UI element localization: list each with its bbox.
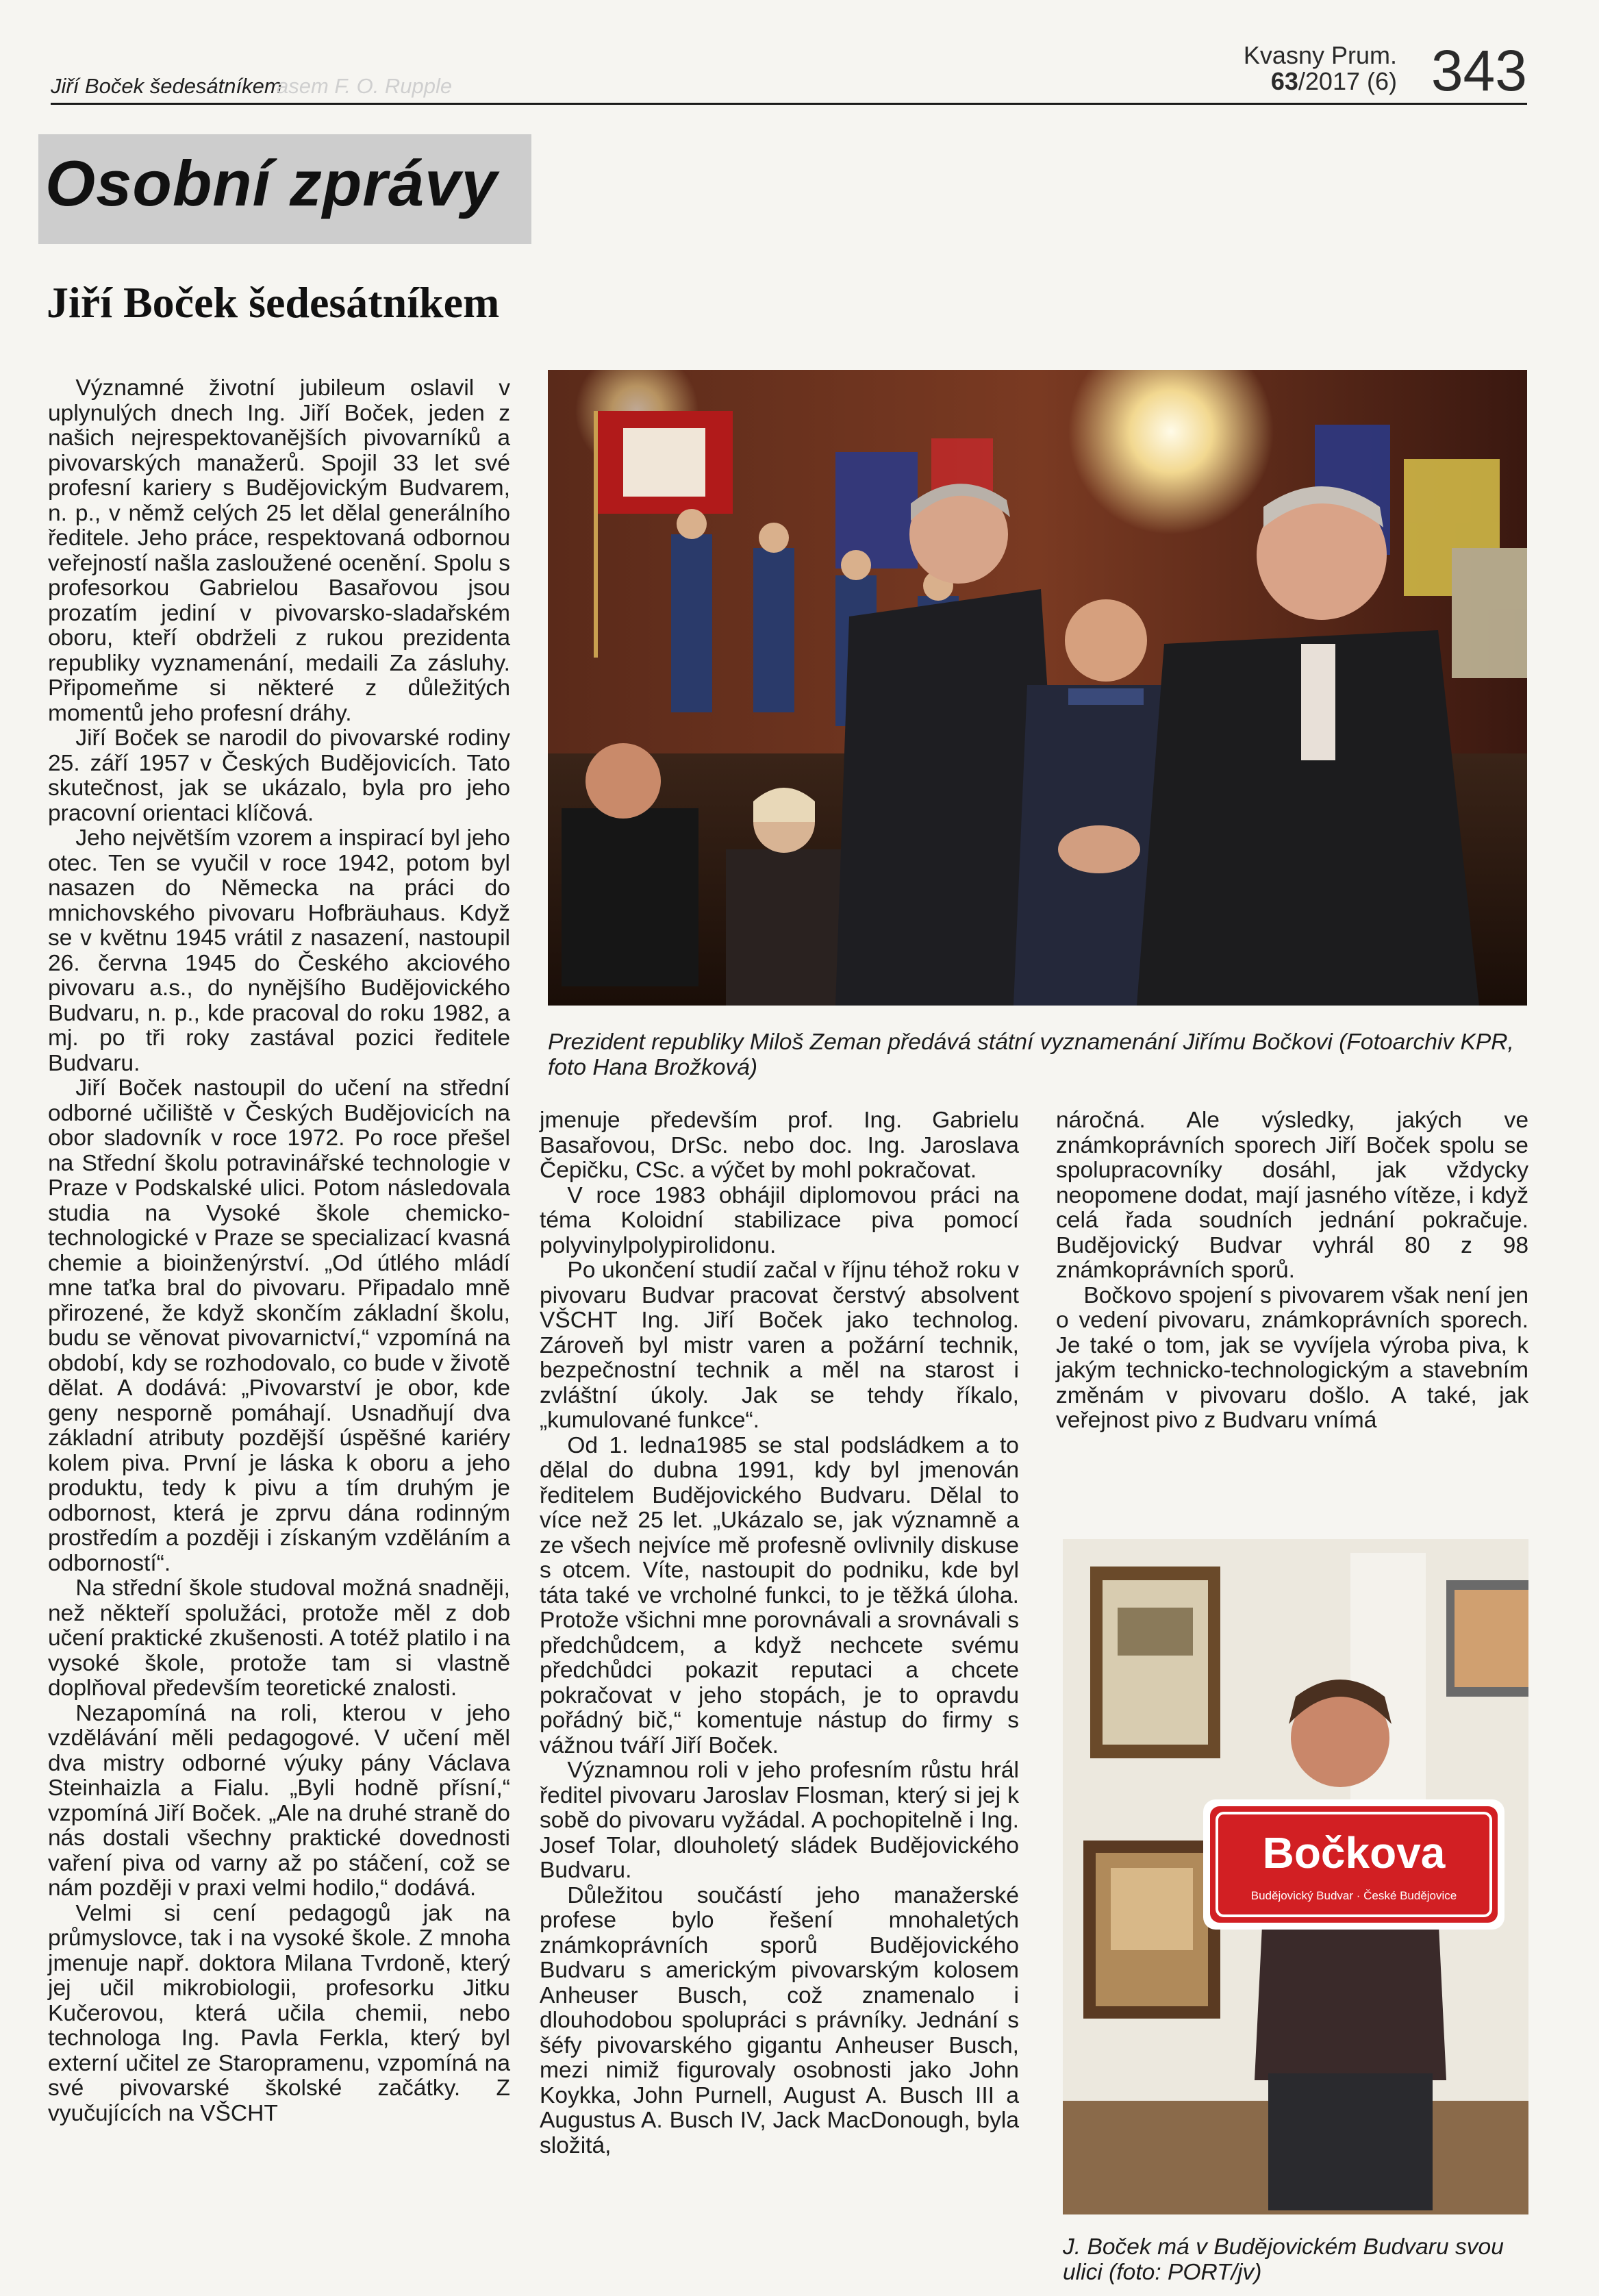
header-rule [51, 103, 1527, 105]
section-banner [38, 134, 531, 244]
journal-name: Kvasny Prum. [1243, 41, 1397, 69]
running-header [51, 38, 1527, 103]
paragraph: Jiří Boček se narodil do pivovarské rodiny 25. září 1957 v Českých Budějovicích. Tato skutečnost, jak se ukázalo, byla pro jeho pracovní orientaci klíčová. [48, 725, 510, 826]
paragraph: Jiří Boček nastoupil do učení na střední odborné učiliště v Českých Budějovicích na obor sladovník v roce 1972. Po roce přešel na Střední školu potravinářské technologie v Praze v Podskalské ulici. Potom následovala studia na Vysoké škole chemicko-technologické v Praze se specializací kvasná chemie a bioinženýrství. „Od útlého mládí mne taťka bral do pivovaru. Připadalo mně přirozené, že když skončím základní školu, budu se věnovat pivovarnictví,“ vzpomíná na období, kdy se rozhodovalo, co bude v životě dělat. A dodává: „Pivovarství je obor, kde geny nesporně pomáhají. Usnadňují dva základní atributy pozdější úspěšné kariéry kolem piva. První je láska k oboru a jeho produktu, tedy k pivu a tím druhým je odbornost, která je zprvu dána rodinným prostředím a později i získaným vzděláním a odborností“. [48, 1075, 510, 1576]
paragraph: Na střední škole studoval možná snadněji, než někteří spolužáci, protože měl z dob učení praktické zkušenosti. A totéž platilo i na vysoké škole, protože tam si vlastně doplňoval především teoretické znalosti. [48, 1575, 510, 1701]
article-title: Jiří Boček šedesátníkem [47, 278, 500, 327]
paragraph: Po ukončení studií začal v říjnu téhož roku v pivovaru Budvar pracovat čerstvý absolvent VŠCHT Ing. Jiří Boček jako technolog. Zároveň byl mistr varen a požární technik, bezpečnostní technik a měl na starost i zvláštní úkoly. Jak se tehdy říkalo, „kumulované funkce“. [540, 1258, 1019, 1433]
column-2 [540, 1108, 1019, 2158]
paragraph: Od 1. ledna1985 se stal podsládkem a to dělal do dubna 1991, kdy byl jmenován ředitelem Budějovického Budvaru. Dělal to více než 25 let. „Ukázalo se, jak významně a ze všech nejvíce mě profesně ovlivnily diskuse s otcem. Víte, nastoupit do podniku, kde byl táta také ve vrcholné funkci, to je těžká úloha. Protože všichni mne porovnávali a srovnávali s předchůdcem, a když nechcete svému předchůdci pokazit reputaci a chcete pokračovat v jeho stopách, je to opravdu pořádný bič,“ komentuje nástup do firmy s vážnou tváří Jiří Boček. [540, 1432, 1019, 1758]
paragraph: Důležitou součástí jeho manažerské profese bylo řešení mnohaletých známkoprávních sporů Budějovického Budvaru s americkým pivovarským kolosem Anheuser Busch, což znamenalo i dlouhodobou spolupráci s právníky. Jednání s šéfy pivovarského gigantu Anheuser Busch, mezi nimiž figurovaly osobnosti jako John Koykka, John Purnell, August A. Busch III a Augustus A. Busch IV, Jack MacDonough, byla složitá, [540, 1882, 1019, 2158]
paragraph: Nezapomíná na roli, kterou v jeho vzdělávání měli pedagogové. V učení měl dva mistry odborné výuky pány Václava Steinhaizla a Fialu. „Byli hodně přísní,“ vzpomíná Jiří Boček. „Ale na druhé straně do nás dostali všechny praktické dovednosti vaření piva od varny až po stáčení, což se nám později v praxi velmi hodilo,“ dodává. [48, 1700, 510, 1901]
paragraph: V roce 1983 obhájil diplomovou práci na téma Koloidní stabilizace piva pomocí polyvinylpolypirolidonu. [540, 1182, 1019, 1258]
column-1 [48, 376, 510, 2126]
paragraph: jmenuje především prof. Ing. Gabrielu Basařovou, DrSc. nebo doc. Ing. Jaroslava Čepičku, CSc. a výčet by mohl pokračovat. [540, 1108, 1019, 1183]
ceremony-photo [548, 370, 1527, 1006]
paragraph: Významné životní jubileum oslavil v uplynulých dnech Ing. Jiří Boček, jeden z našich nejrespektovanějších pivovarníků a pivovarských manažerů. Spojil 33 let své profesní kariery s Budějovickým Budvarem, n. p., v němž celých 25 let dělal generálního ředitele. Jeho práce, respektovaná odbornou veřejností našla zasloužené ocenění. Spolu s profesorkou Gabrielou Basařovou jsou prozatím jediní v pivovarsko-sladařském oboru, kteří obdrželi z rukou prezidenta republiky vyznamenání, medaili Za zásluhy. Připomeňme si některé z důležitých momentů jeho profesní dráhy. [48, 375, 510, 726]
paragraph: Jeho největším vzorem a inspirací byl jeho otec. Ten se vyučil v roce 1942, potom byl nasazen do Německa na práci do mnichovského pivovaru Hofbräuhaus. Když se v květnu 1945 vrátil z nasazení, nastoupil 26. června 1945 do Českého akciového pivovaru a.s., do nynějšího Budějovického Budvaru, n. p., kde pracoval do roku 1982, a mj. po tři roky zastával pozici ředitele Budvaru. [48, 825, 510, 1076]
paragraph: náročná. Ale výsledky, jakých ve známkoprávních sporech Jiří Boček spolu se spolupracovníky dosáhl, jak vždycky neopomene dodat, mají jasného vítěze, i když celá řada soudních jednání pokračuje. Budějovický Budvar vyhrál 80 z 98 známkoprávních sporů. [1056, 1108, 1528, 1283]
street-sign-photo [1063, 1539, 1528, 2214]
photo-caption-ceremony: Prezident republiky Miloš Zeman předává státní vyznamenání Jiřímu Bočkovi (Fotoarchiv KPR, foto Hana Brožková) [548, 1030, 1514, 1080]
journal-issue [1244, 68, 1397, 95]
photo-caption-street-sign: J. Boček má v Budějovickém Budvaru svou ulici (foto: PORT/jv) [1063, 2234, 1504, 2285]
show-through-text: asem F. O. Rupple [277, 74, 453, 98]
journal-reference [1244, 42, 1397, 95]
journal-year-issue: /2017 (6) [1298, 67, 1397, 95]
paragraph: Velmi si cení pedagogů jak na průmyslovce, tak i na vysoké škole. Z mnoha jmenuje např. doktora Milana Tvrdoně, který jej učil mikrobiologii, profesorku Jitku Kučerovou, která učila chemii, nebo technologa Ing. Pavla Ferkla, který byl externí učitel ze Staropramenu, vzpomíná na své pivovarské školské začátky. Z vyučujících na VŠCHT [48, 1900, 510, 2126]
column-3 [1056, 1108, 1528, 1434]
sign-subtitle: Budějovický Budvar · České Budějovice [1250, 1889, 1457, 1902]
journal-volume: 63 [1270, 67, 1298, 95]
paragraph: Významnou roli v jeho profesním růstu hrál ředitel pivovaru Jaroslav Flosman, který si jej k sobě do pivovaru vyžádal. A pochopitelně i Ing. Josef Tolar, dlouholetý sládek Budějovického Budvaru. [540, 1758, 1019, 1883]
sign-name: Bočkova [1262, 1828, 1446, 1877]
section-title: Osobní zprávy [45, 147, 498, 219]
paragraph: Bočkovo spojení s pivovarem však není jen o vedení pivovaru, známkoprávních sporech. Je také o tom, jak se vyvíjela výroba piva, k jakým technicko-technologickým a stavebním změnám v pivovaru došlo. A také, jak veřejnost pivo z Budvaru vnímá [1056, 1282, 1528, 1433]
page-number: 343 [1431, 38, 1527, 103]
running-title: Jiří Boček šedesátníkem [51, 74, 282, 98]
